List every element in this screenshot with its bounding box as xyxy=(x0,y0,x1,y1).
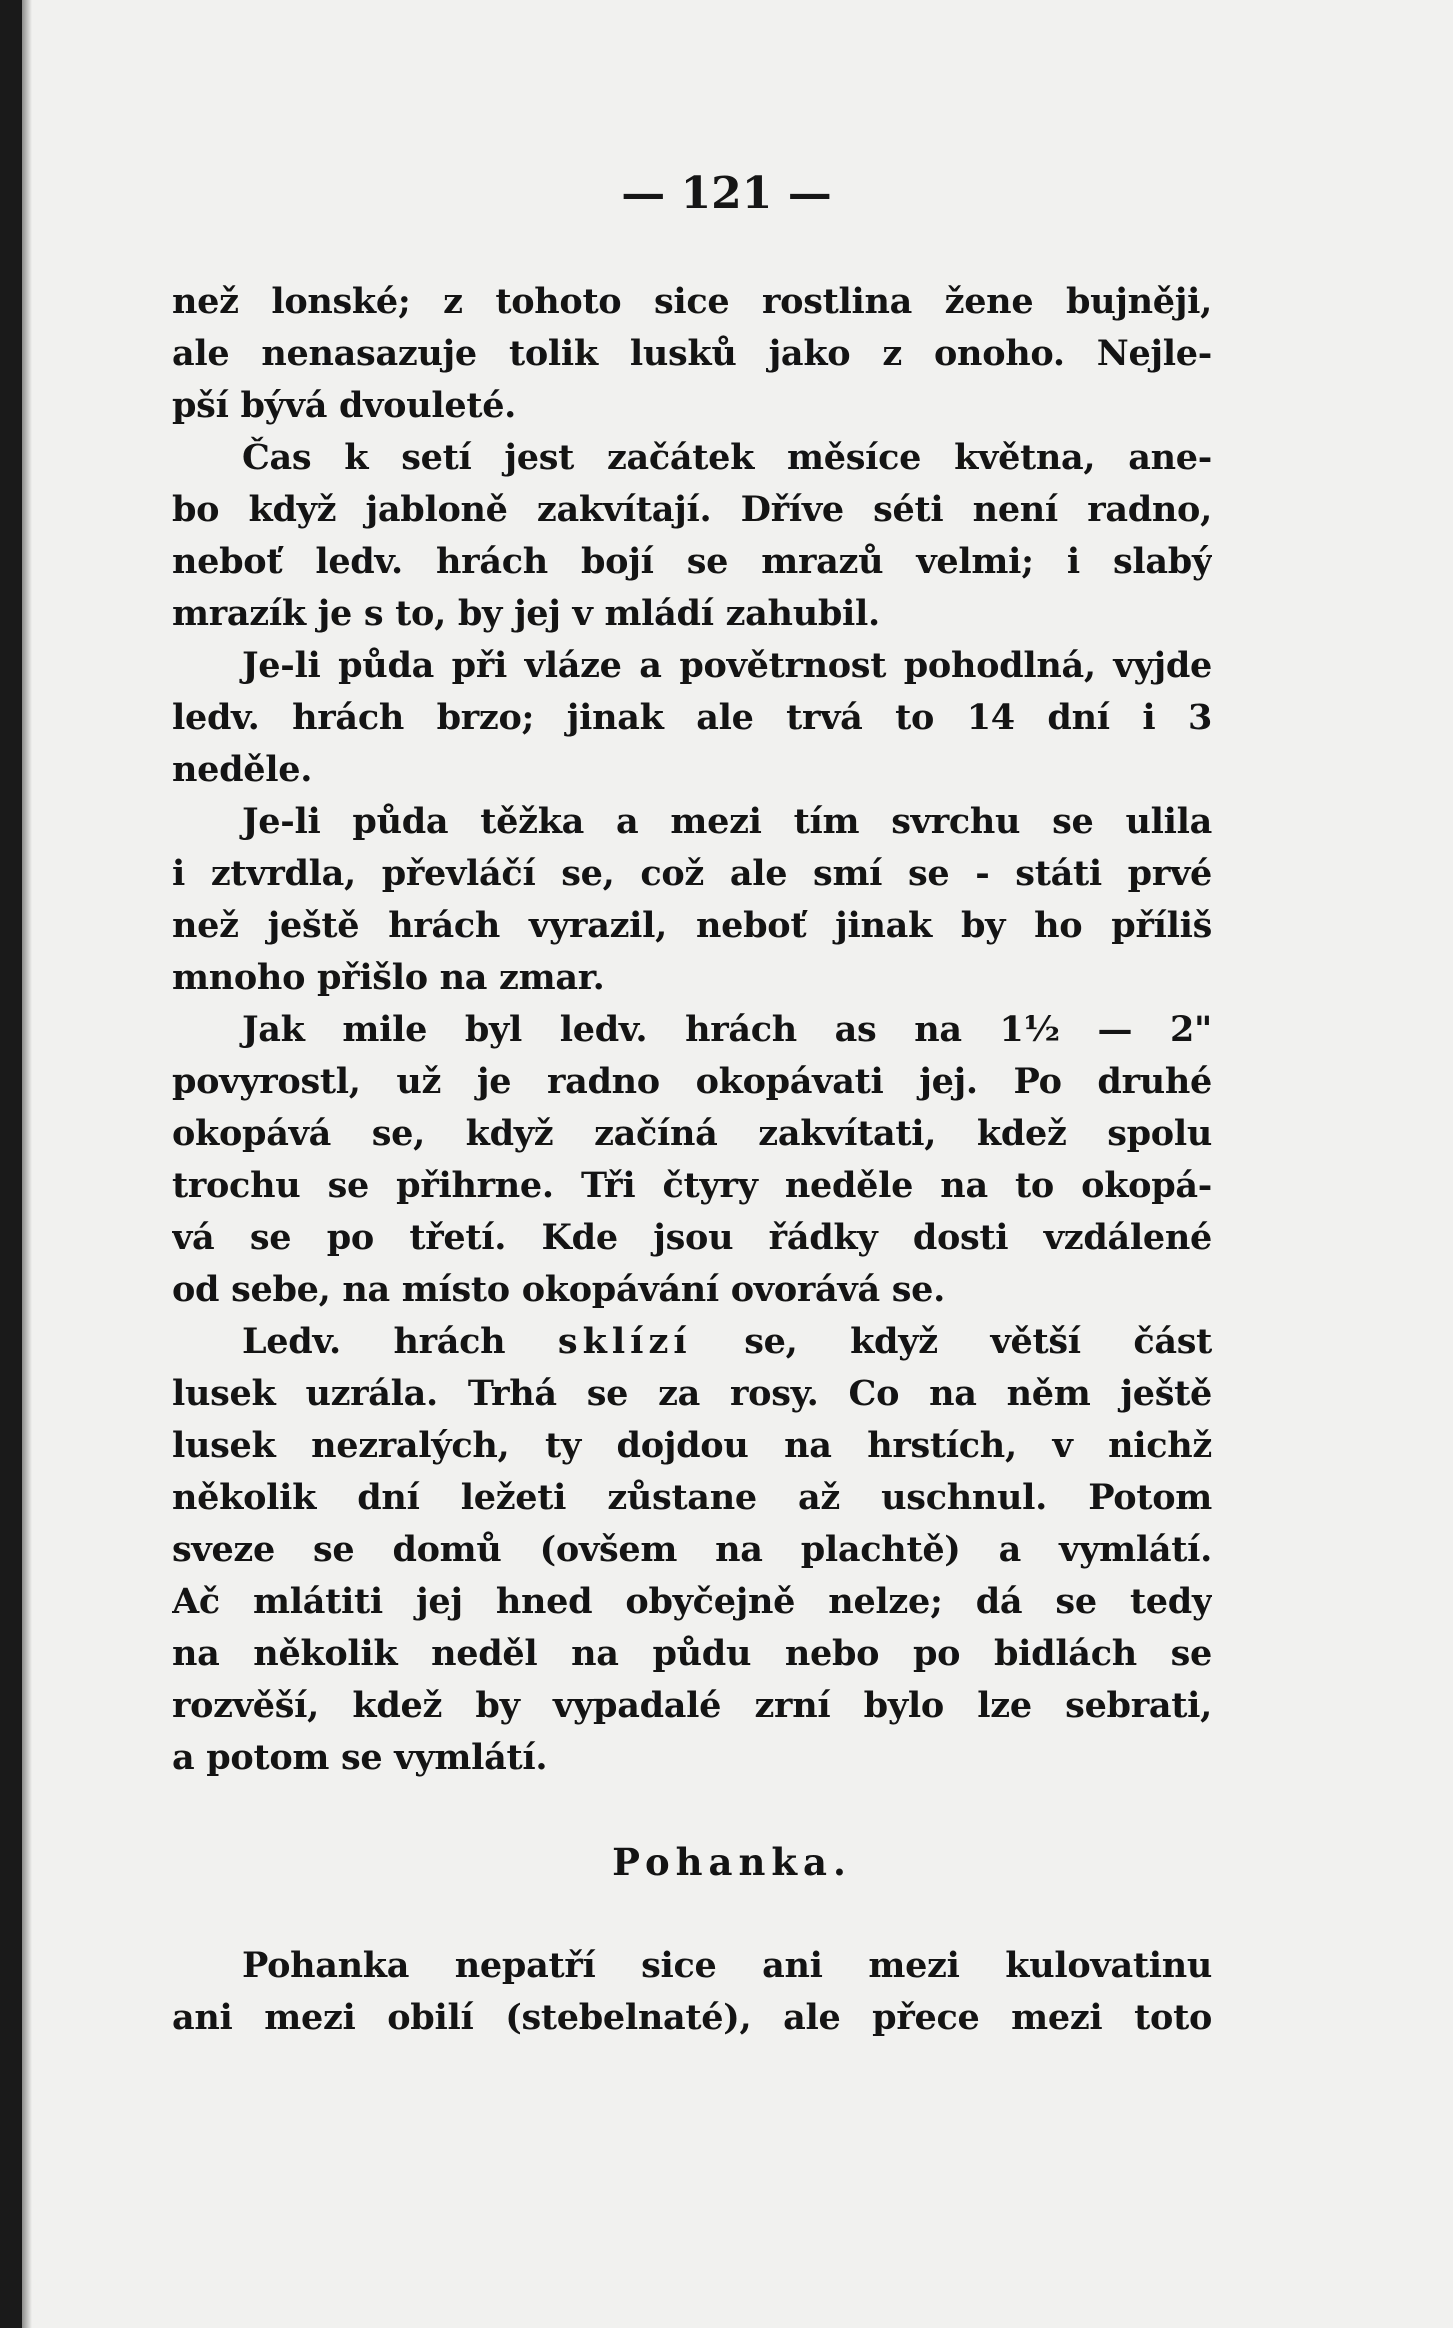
emphasized-word: sklízí xyxy=(557,1321,692,1362)
text-line: od sebe, na místo okopávání ovorává se. xyxy=(172,1269,945,1310)
text-line: povyrostl, už je radno okopávati jej. Po druhé xyxy=(172,1061,1212,1102)
text-line: mrazík je s to, by jej v mládí zahubil. xyxy=(172,593,880,634)
text-line: neděle. xyxy=(172,749,313,790)
book-spine xyxy=(0,0,22,2328)
text-line: i ztvrdla, převláčí se, což ale smí se - státi prvé xyxy=(172,853,1212,894)
body-text xyxy=(172,276,1212,2044)
text-line: bo když jabloně zakvítají. Dříve séti není radno, xyxy=(172,489,1212,530)
text-line: než ještě hrách vyrazil, neboť jinak by ho příliš xyxy=(172,905,1212,946)
text-line: lusek nezralých, ty dojdou na hrstích, v nichž xyxy=(172,1425,1212,1466)
text-line: lusek uzrála. Trhá se za rosy. Co na něm ještě xyxy=(172,1373,1212,1414)
text-line: sveze se domů (ovšem na plachtě) a vymlátí. xyxy=(172,1529,1212,1570)
text-line: vá se po třetí. Kde jsou řádky dosti vzdálené xyxy=(172,1217,1212,1258)
text-line: ani mezi obilí (stebelnaté), ale přece mezi toto xyxy=(172,1997,1212,2038)
text-line: na několik neděl na půdu nebo po bidlách se xyxy=(172,1633,1212,1674)
text-line xyxy=(172,1316,1212,1368)
text-line: Pohanka nepatří sice ani mezi kulovatinu xyxy=(242,1945,1212,1986)
text-line: Je-li půda při vláze a povětrnost pohodlná, vyjde xyxy=(242,645,1212,686)
text-line: ledv. hrách brzo; jinak ale trvá to 14 dní i 3 xyxy=(172,697,1212,738)
text-line: rozvěší, kdež by vypadalé zrní bylo lze sebrati, xyxy=(172,1685,1212,1726)
page-number: — 121 — xyxy=(621,168,832,219)
section-heading: Pohanka. xyxy=(612,1840,852,1884)
text-line: Je-li půda těžka a mezi tím svrchu se ulila xyxy=(242,801,1212,842)
spine-shadow xyxy=(22,0,32,2328)
text-line: než lonské; z tohoto sice rostlina žene bujněji, xyxy=(172,281,1212,322)
text-line: a potom se vymlátí. xyxy=(172,1737,548,1778)
text-fragment: se, když větší část xyxy=(744,1321,1212,1362)
text-line: okopává se, když začíná zakvítati, kdež spolu xyxy=(172,1113,1212,1154)
text-line: ale nenasazuje tolik lusků jako z onoho. Nejle- xyxy=(172,333,1212,374)
text-line: trochu se přihrne. Tři čtyry neděle na to okopá- xyxy=(172,1165,1212,1206)
text-line: několik dní ležeti zůstane až uschnul. Potom xyxy=(172,1477,1212,1518)
text-line: Jak mile byl ledv. hrách as na 1½ — 2" xyxy=(242,1009,1212,1050)
text-line: Čas k setí jest začátek měsíce května, ane- xyxy=(242,437,1212,478)
text-line: Ač mlátiti jej hned obyčejně nelze; dá se tedy xyxy=(172,1581,1212,1622)
text-line: mnoho přišlo na zmar. xyxy=(172,957,605,998)
text-fragment: Ledv. hrách xyxy=(242,1321,506,1362)
text-line: neboť ledv. hrách bojí se mrazů velmi; i slabý xyxy=(172,541,1212,582)
text-line: pší bývá dvouleté. xyxy=(172,385,517,426)
